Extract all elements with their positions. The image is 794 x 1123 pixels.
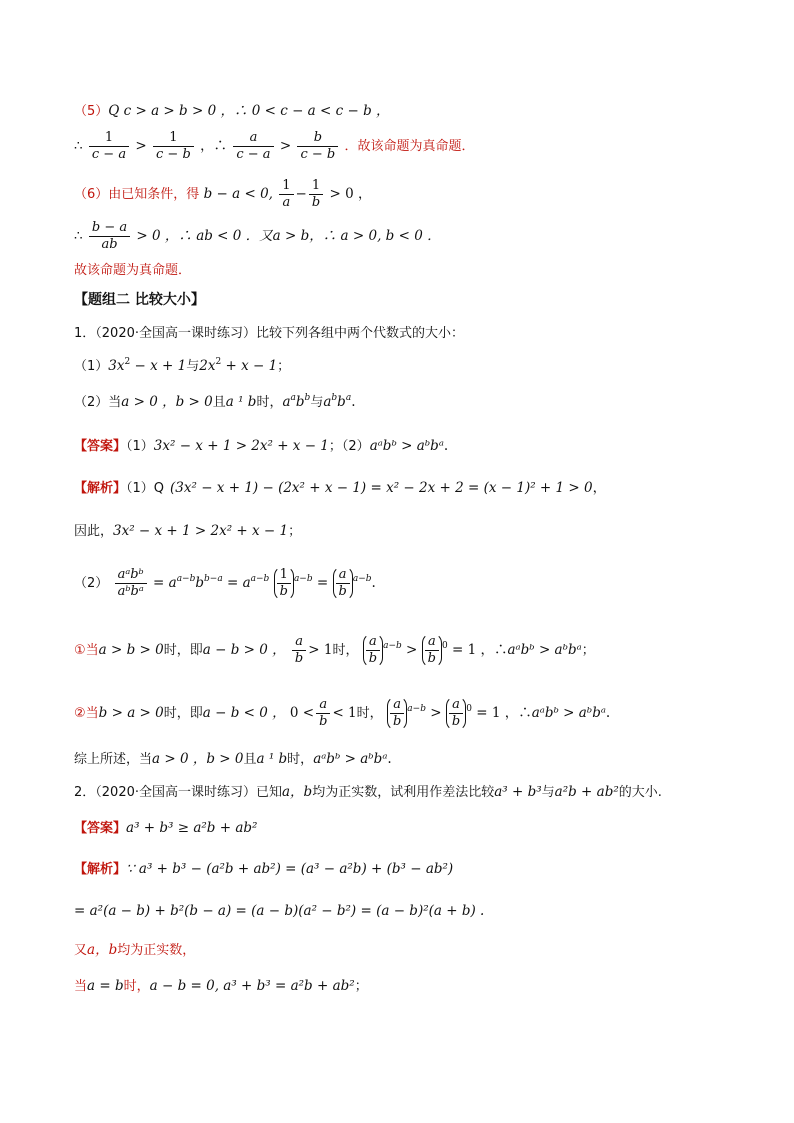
fraction: $\frac{1}{a}$: [279, 178, 293, 211]
q1-part2: （2） $\frac{\text{aᵃbᵇ}}{\text{aᵇbᵃ}}$ = $a^{a-b}b^{b-a} = a^{a-b}$ $\frac{1}{b}$ $^{a-b}$ = $\frac{a}{b}$ $^{a-b}$.: [74, 567, 376, 599]
fraction: $\frac{1}{b}$: [309, 178, 323, 211]
q2-stem: 2．（2020·全国高一课时练习）已知a，b均为正实数，试利用作差法比较a³ + b³与a²b + ab²的大小.: [74, 784, 662, 800]
fraction: $\frac{1}{c - b}$: [153, 130, 194, 163]
analysis-label: 【解析】: [74, 481, 127, 496]
answer-label: 【答案】: [74, 439, 127, 454]
group-title: 【题组二 比较大小】: [74, 292, 205, 308]
q1-hence: 因此，3x² − x + 1 > 2x² + x − 1；: [74, 523, 302, 539]
q2-line2: = a²(a − b) + b²(b − a) = (a − b)(a² − b²) = (a − b)²(a + b) .: [74, 903, 485, 919]
p5-label: （5）: [74, 104, 109, 119]
parenthesis: $\frac{1}{b}$: [274, 566, 294, 601]
q1-case2: ②当b > a > 0时，即a − b < 0 ， 0 < $\frac{a}{b}$ < 1时， $\frac{a}{b}$ $^{a-b}$ > $\frac{a}{b}$ $^0$ = 1 ，∴aᵃbᵇ > aᵇbᵃ.: [74, 697, 611, 729]
parenthesis: $\frac{a}{b}$: [363, 633, 383, 668]
p5-conclusion: ．故该命题为真命题．: [344, 139, 475, 154]
q2-line3: 又a，b均为正实数，: [74, 942, 196, 958]
p5-line1: [74, 102, 390, 121]
fraction: $\frac{a}{c - a}$: [233, 130, 273, 163]
parenthesis: $\frac{a}{b}$: [387, 696, 407, 731]
fraction: $\frac{b}{c - b}$: [297, 130, 338, 163]
q1-sub2: （2）当a > 0 ，b > 0且a ¹ b时，$a^ab^b$与$a^bb^a$.: [74, 393, 356, 410]
p6-line1: （6）由已知条件，得 b − a < 0, $\frac{1}{a}$ − $\frac{1}{b}$ > 0 ，: [74, 178, 372, 210]
fraction: $\frac{a}{b}$: [292, 634, 306, 667]
analysis-label: 【解析】: [74, 862, 127, 877]
fraction: $\frac{\text{aᵃbᵇ}}{\text{aᵇbᵃ}}$: [115, 567, 147, 600]
q1-stem: 1．（2020·全国高一课时练习）比较下列各组中两个代数式的大小：: [74, 326, 464, 341]
p6-conclusion: 故该命题为真命题．: [74, 263, 192, 278]
q2-analysis: 【解析】∵ a³ + b³ − (a²b + ab²) = (a³ − a²b) + (b³ − ab²): [74, 861, 454, 877]
q1-analysis: 【解析】（1）Q (3x² − x + 1) − (2x² + x − 1) = x² − 2x + 2 = (x − 1)² + 1 > 0，: [74, 480, 607, 496]
parenthesis: $\frac{a}{b}$: [333, 566, 353, 601]
q2-answer: 【答案】a³ + b³ ≥ a²b + ab²: [74, 820, 258, 836]
answer-label: 【答案】: [74, 821, 127, 836]
q2-line4: 当a = b时，a − b = 0, a³ + b³ = a²b + ab²；: [74, 978, 368, 994]
p5-line1-expr: Q c > a > b > 0 ，∴ 0 < c − a < c − b ，: [108, 103, 390, 119]
q1-sub1: $(1)3x^2 - x + 1$与$2x^2 + x - 1$；: [74, 357, 291, 374]
fraction: $\frac{a}{b}$: [316, 697, 330, 730]
fraction: $\frac{1}{c - a}$: [89, 130, 129, 163]
p5-line2: ∴ $\frac{1}{c - a}$ > $\frac{1}{c - b}$ ，∴ $\frac{a}{c - a}$ > $\frac{b}{c - b}$ ．故该命题为真命题．: [74, 130, 475, 162]
q1-summary: 综上所述，当a > 0 ，b > 0且a ¹ b时，aᵃbᵇ > aᵇbᵃ.: [74, 751, 392, 767]
fraction: $\frac{b - a}{ab}$: [89, 220, 130, 253]
therefore-symbol: ∴: [74, 138, 83, 154]
parenthesis: $\frac{a}{b}$: [422, 633, 442, 668]
q1-case1: ①当a > b > 0时，即a − b > 0 ， $\frac{a}{b}$ > 1时， $\frac{a}{b}$ $^{a-b}$ > $\frac{a}{b}$ $^0$ = 1 ，∴aᵃbᵇ > aᵇbᵃ；: [74, 634, 595, 666]
p6-line2: ∴ $\frac{b - a}{ab}$ > 0 ，∴ ab < 0 ．又a > b，∴ a > 0, b < 0 ．: [74, 220, 441, 252]
parenthesis: $\frac{a}{b}$: [446, 696, 466, 731]
q1-answer: 【答案】（1）3x² − x + 1 > 2x² + x − 1；（2）aᵃbᵇ > aᵇbᵃ.: [74, 438, 449, 454]
